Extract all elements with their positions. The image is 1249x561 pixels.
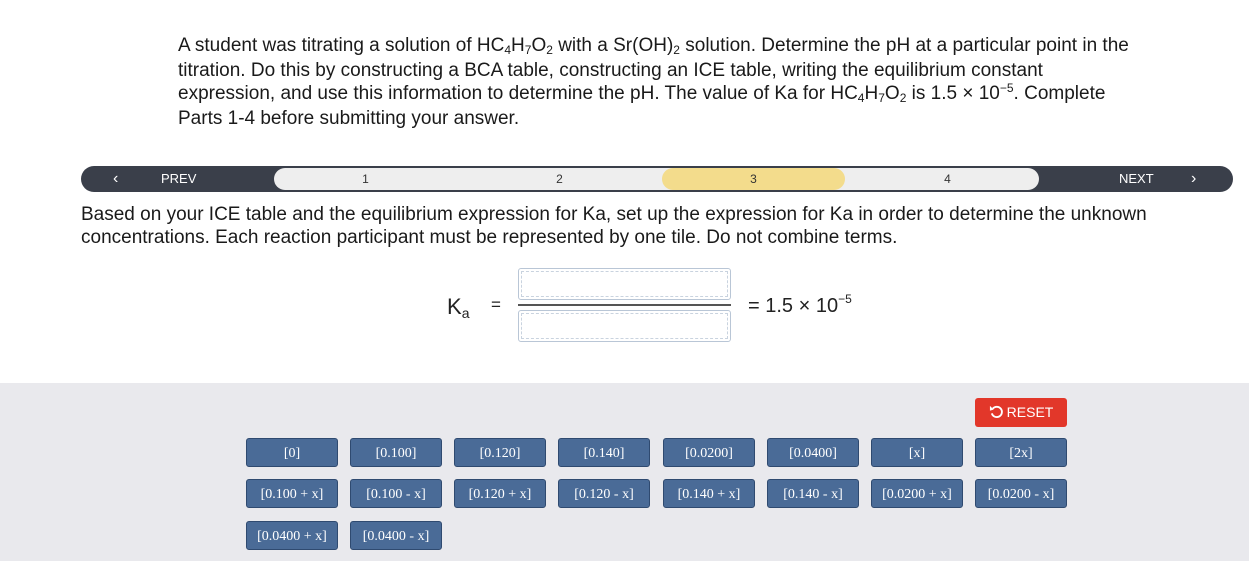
step-tabs [274, 168, 1039, 190]
reset-label: RESET [1006, 404, 1054, 420]
tile-0-120-minus-x[interactable]: [0.120 - x] [558, 479, 650, 508]
ka-value [748, 292, 852, 318]
subscript: 4 [504, 43, 512, 57]
reset-button[interactable] [975, 398, 1067, 427]
tile-0[interactable]: [0] [246, 438, 338, 467]
ka-value-text: = 1.5 × 10 [748, 295, 839, 317]
tile-0-120-plus-x[interactable]: [0.120 + x] [454, 479, 546, 508]
tile-0-0400-minus-x[interactable]: [0.0400 - x] [350, 521, 442, 550]
tile-0-120[interactable]: [0.120] [454, 438, 546, 467]
question-segment: . Complete Parts 1-4 before submitting your answer. [178, 83, 1106, 129]
prev-button[interactable]: PREV [161, 171, 197, 186]
tile-0-0200[interactable]: [0.0200] [663, 438, 755, 467]
tile-0-100[interactable]: [0.100] [350, 438, 442, 467]
subscript: 7 [878, 91, 885, 105]
subscript: 7 [524, 43, 532, 57]
next-button[interactable]: NEXT [1119, 171, 1154, 186]
question-segment: H [864, 83, 879, 104]
question-segment: A student was titrating a solution of HC [178, 35, 505, 56]
tile-0-0400[interactable]: [0.0400] [767, 438, 859, 467]
numerator-dropzone[interactable] [518, 268, 731, 300]
question-segment: solution. Determine the pH at a particular point in the titration. Do this by constructing a BCA table, constructing an ICE table, writing the equilibrium constant expression, and use this information to determine the pH. The value of Ka for HC [178, 35, 1129, 104]
subscript: 2 [899, 91, 907, 105]
tile-0-140-minus-x[interactable]: [0.140 - x] [767, 479, 859, 508]
subscript: 2 [673, 43, 680, 57]
step-tab-2[interactable]: 2 [556, 172, 563, 186]
subscript: 2 [546, 43, 553, 57]
ka-symbol [447, 294, 469, 320]
superscript: −5 [999, 81, 1014, 95]
tile-x[interactable]: [x] [871, 438, 963, 467]
tile-2x[interactable]: [2x] [975, 438, 1067, 467]
dropzone-outline [521, 271, 728, 297]
dropzone-outline [521, 313, 728, 339]
tile-0-0200-plus-x[interactable]: [0.0200 + x] [871, 479, 963, 508]
tile-0-140[interactable]: [0.140] [558, 438, 650, 467]
ka-exponent: −5 [838, 292, 852, 306]
equals-sign: = [491, 295, 501, 314]
undo-arrow-icon [989, 404, 1004, 419]
question-segment: O [884, 83, 900, 104]
step-tab-3[interactable]: 3 [662, 168, 845, 190]
question-segment: is 1.5 × 10 [906, 83, 1000, 104]
prev-arrow-icon[interactable]: ‹ [113, 170, 119, 187]
step-tab-1[interactable]: 1 [362, 172, 369, 186]
denominator-dropzone[interactable] [518, 310, 731, 342]
ka-subscript: a [461, 305, 470, 321]
next-arrow-icon[interactable]: › [1191, 170, 1197, 187]
subscript: 4 [857, 91, 865, 105]
tile-0-140-plus-x[interactable]: [0.140 + x] [663, 479, 755, 508]
tile-0-0400-plus-x[interactable]: [0.0400 + x] [246, 521, 338, 550]
question-text [178, 34, 1138, 130]
step-tab-4[interactable]: 4 [944, 172, 951, 186]
question-segment: with a Sr(OH) [552, 35, 674, 56]
step-navigation-bar [81, 166, 1233, 192]
tile-0-0200-minus-x[interactable]: [0.0200 - x] [975, 479, 1067, 508]
ka-k: K [447, 294, 462, 319]
tile-0-100-plus-x[interactable]: [0.100 + x] [246, 479, 338, 508]
fraction-bar [518, 304, 731, 306]
question-segment: H [511, 35, 525, 56]
tile-0-100-minus-x[interactable]: [0.100 - x] [350, 479, 442, 508]
instructions-text: Based on your ICE table and the equilibrium expression for Ka, set up the expression for Ka in order to determine the unknown concentrations. Each reaction participant must be represented by one tile. Do not combine terms. [81, 204, 1147, 248]
question-segment: O [531, 35, 547, 56]
